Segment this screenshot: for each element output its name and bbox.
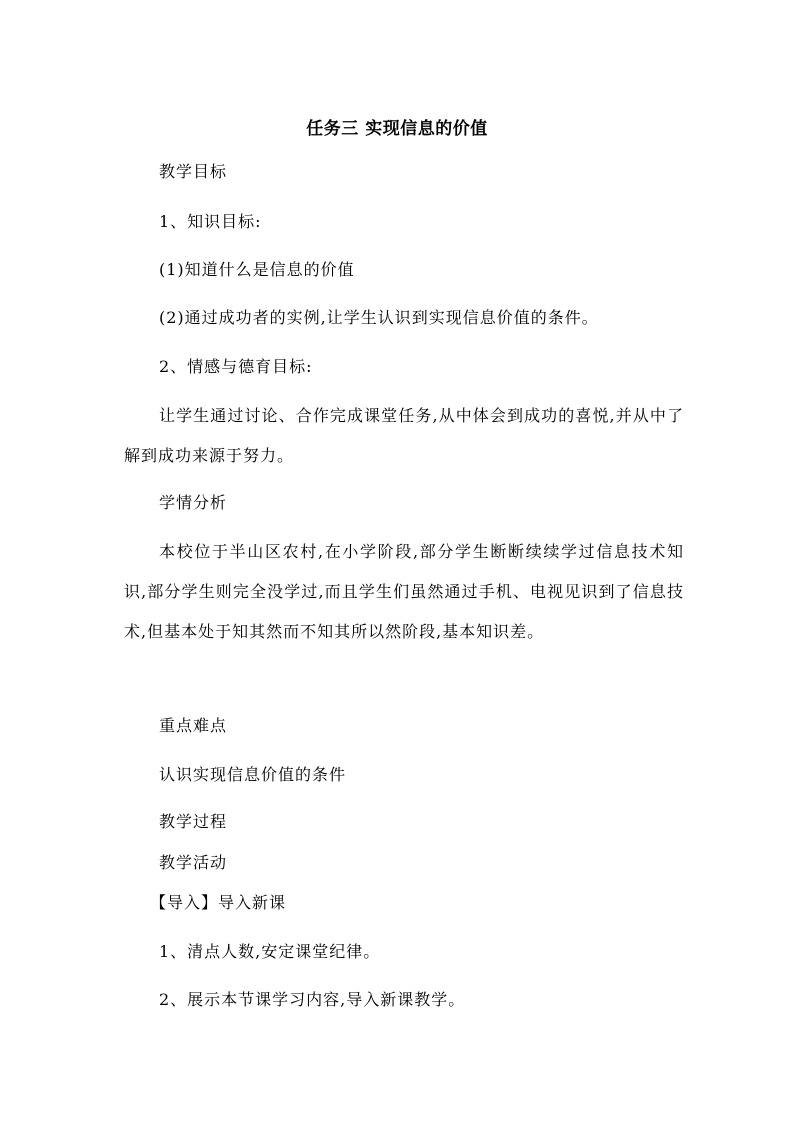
document-title: 任务三 实现信息的价值 xyxy=(306,119,488,139)
heading-activities: 教学活动 xyxy=(159,853,228,872)
knowledge-goal-2: (2)通过成功者的实例,让学生认识到实现信息价值的条件。 xyxy=(159,308,599,327)
heading-learning-analysis: 学情分析 xyxy=(159,493,228,512)
knowledge-goal-1: (1)知道什么是信息的价值 xyxy=(159,260,355,279)
moral-goal-heading: 2、情感与德育目标: xyxy=(159,357,313,376)
moral-goal-text: 让学生通过讨论、合作完成课堂任务,从中体会到成功的喜悦,并从中了解到成功来源于努力。 xyxy=(124,406,684,465)
intro-step-2: 2、展示本节课学习内容,导入新课教学。 xyxy=(159,990,466,1009)
learning-analysis-text: 本校位于半山区农村,在小学阶段,部分学生断断续续学过信息技术知识,部分学生则完全没学过,而且学生们虽然通过手机、电视见识到了信息技术,但基本处于知其然而不知其所以然阶段,基本知识差。 xyxy=(124,542,684,641)
heading-objectives: 教学目标 xyxy=(159,162,228,181)
heading-process: 教学过程 xyxy=(159,812,228,831)
knowledge-goal-heading: 1、知识目标: xyxy=(159,212,262,231)
intro-heading: 【导入】导入新课 xyxy=(150,893,287,912)
intro-step-1: 1、清点人数,安定课堂纪律。 xyxy=(159,942,381,961)
key-points-text: 认识实现信息价值的条件 xyxy=(159,765,347,784)
heading-key-points: 重点难点 xyxy=(159,716,228,735)
